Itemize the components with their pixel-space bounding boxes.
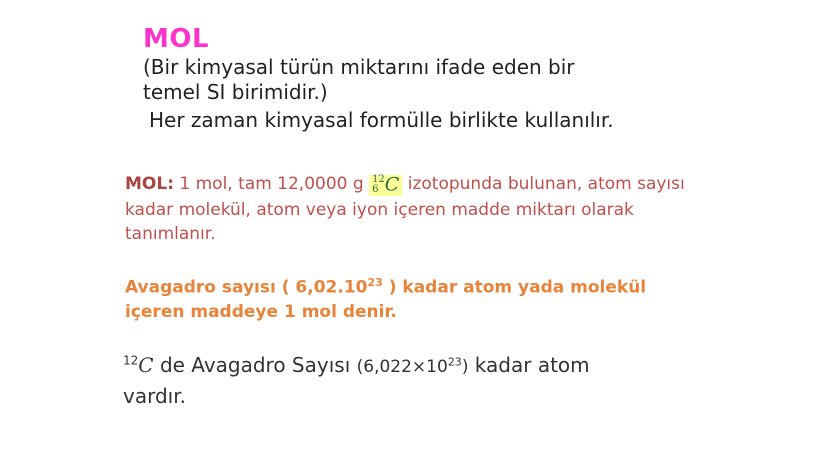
isotope-atomic-number: 6	[372, 184, 379, 195]
bottom-text-1: de Avagadro Sayısı	[153, 353, 357, 377]
bottom-text-2: kadar atom	[468, 353, 590, 377]
bottom-paren-group	[357, 357, 469, 377]
subtitle-usage-note: Her zaman kimyasal formülle birlikte kullanılır.	[149, 108, 614, 133]
avogadro-text-after: ) kadar atom yada molekül içeren maddeye 1 mol denir.	[125, 277, 647, 323]
definition-paragraph	[125, 172, 705, 246]
subtitle-line-2: temel SI birimidir.)	[143, 79, 328, 104]
isotope-mass-number: 12	[372, 174, 385, 185]
isotope-element-symbol: C	[384, 173, 400, 196]
bottom-element-symbol: C	[138, 353, 154, 377]
subtitle-line-1: (Bir kimyasal türün miktarını ifade eden bir	[143, 55, 575, 80]
carbon-12-isotope-highlight	[369, 175, 402, 196]
avogadro-text-before: Avagadro sayısı ( 6,02.10	[125, 277, 368, 298]
title-block	[143, 26, 763, 132]
bottom-line-2: vardır.	[123, 384, 186, 408]
definition-text-before: 1 mol, tam 12,0000 g	[174, 174, 370, 194]
bottom-paren-open: (6,022×10	[356, 357, 448, 377]
avogadro-exponent: 23	[367, 276, 383, 289]
bottom-paren-exponent: 23	[447, 355, 462, 369]
subtitle-parenthetical	[143, 55, 763, 104]
avogadro-paragraph	[125, 275, 705, 325]
bottom-paren-close: )	[461, 357, 469, 377]
definition-text-after: izotopunda bulunan, atom sayısı kadar molekül, atom veya iyon içeren madde miktarı olarak tanımlanır.	[125, 174, 685, 245]
bottom-statement	[123, 350, 723, 412]
definition-lead-label: MOL:	[125, 174, 174, 194]
bottom-mass-number: 12	[123, 353, 139, 368]
isotope-numbers	[372, 175, 385, 195]
page-title: MOL	[143, 24, 210, 54]
